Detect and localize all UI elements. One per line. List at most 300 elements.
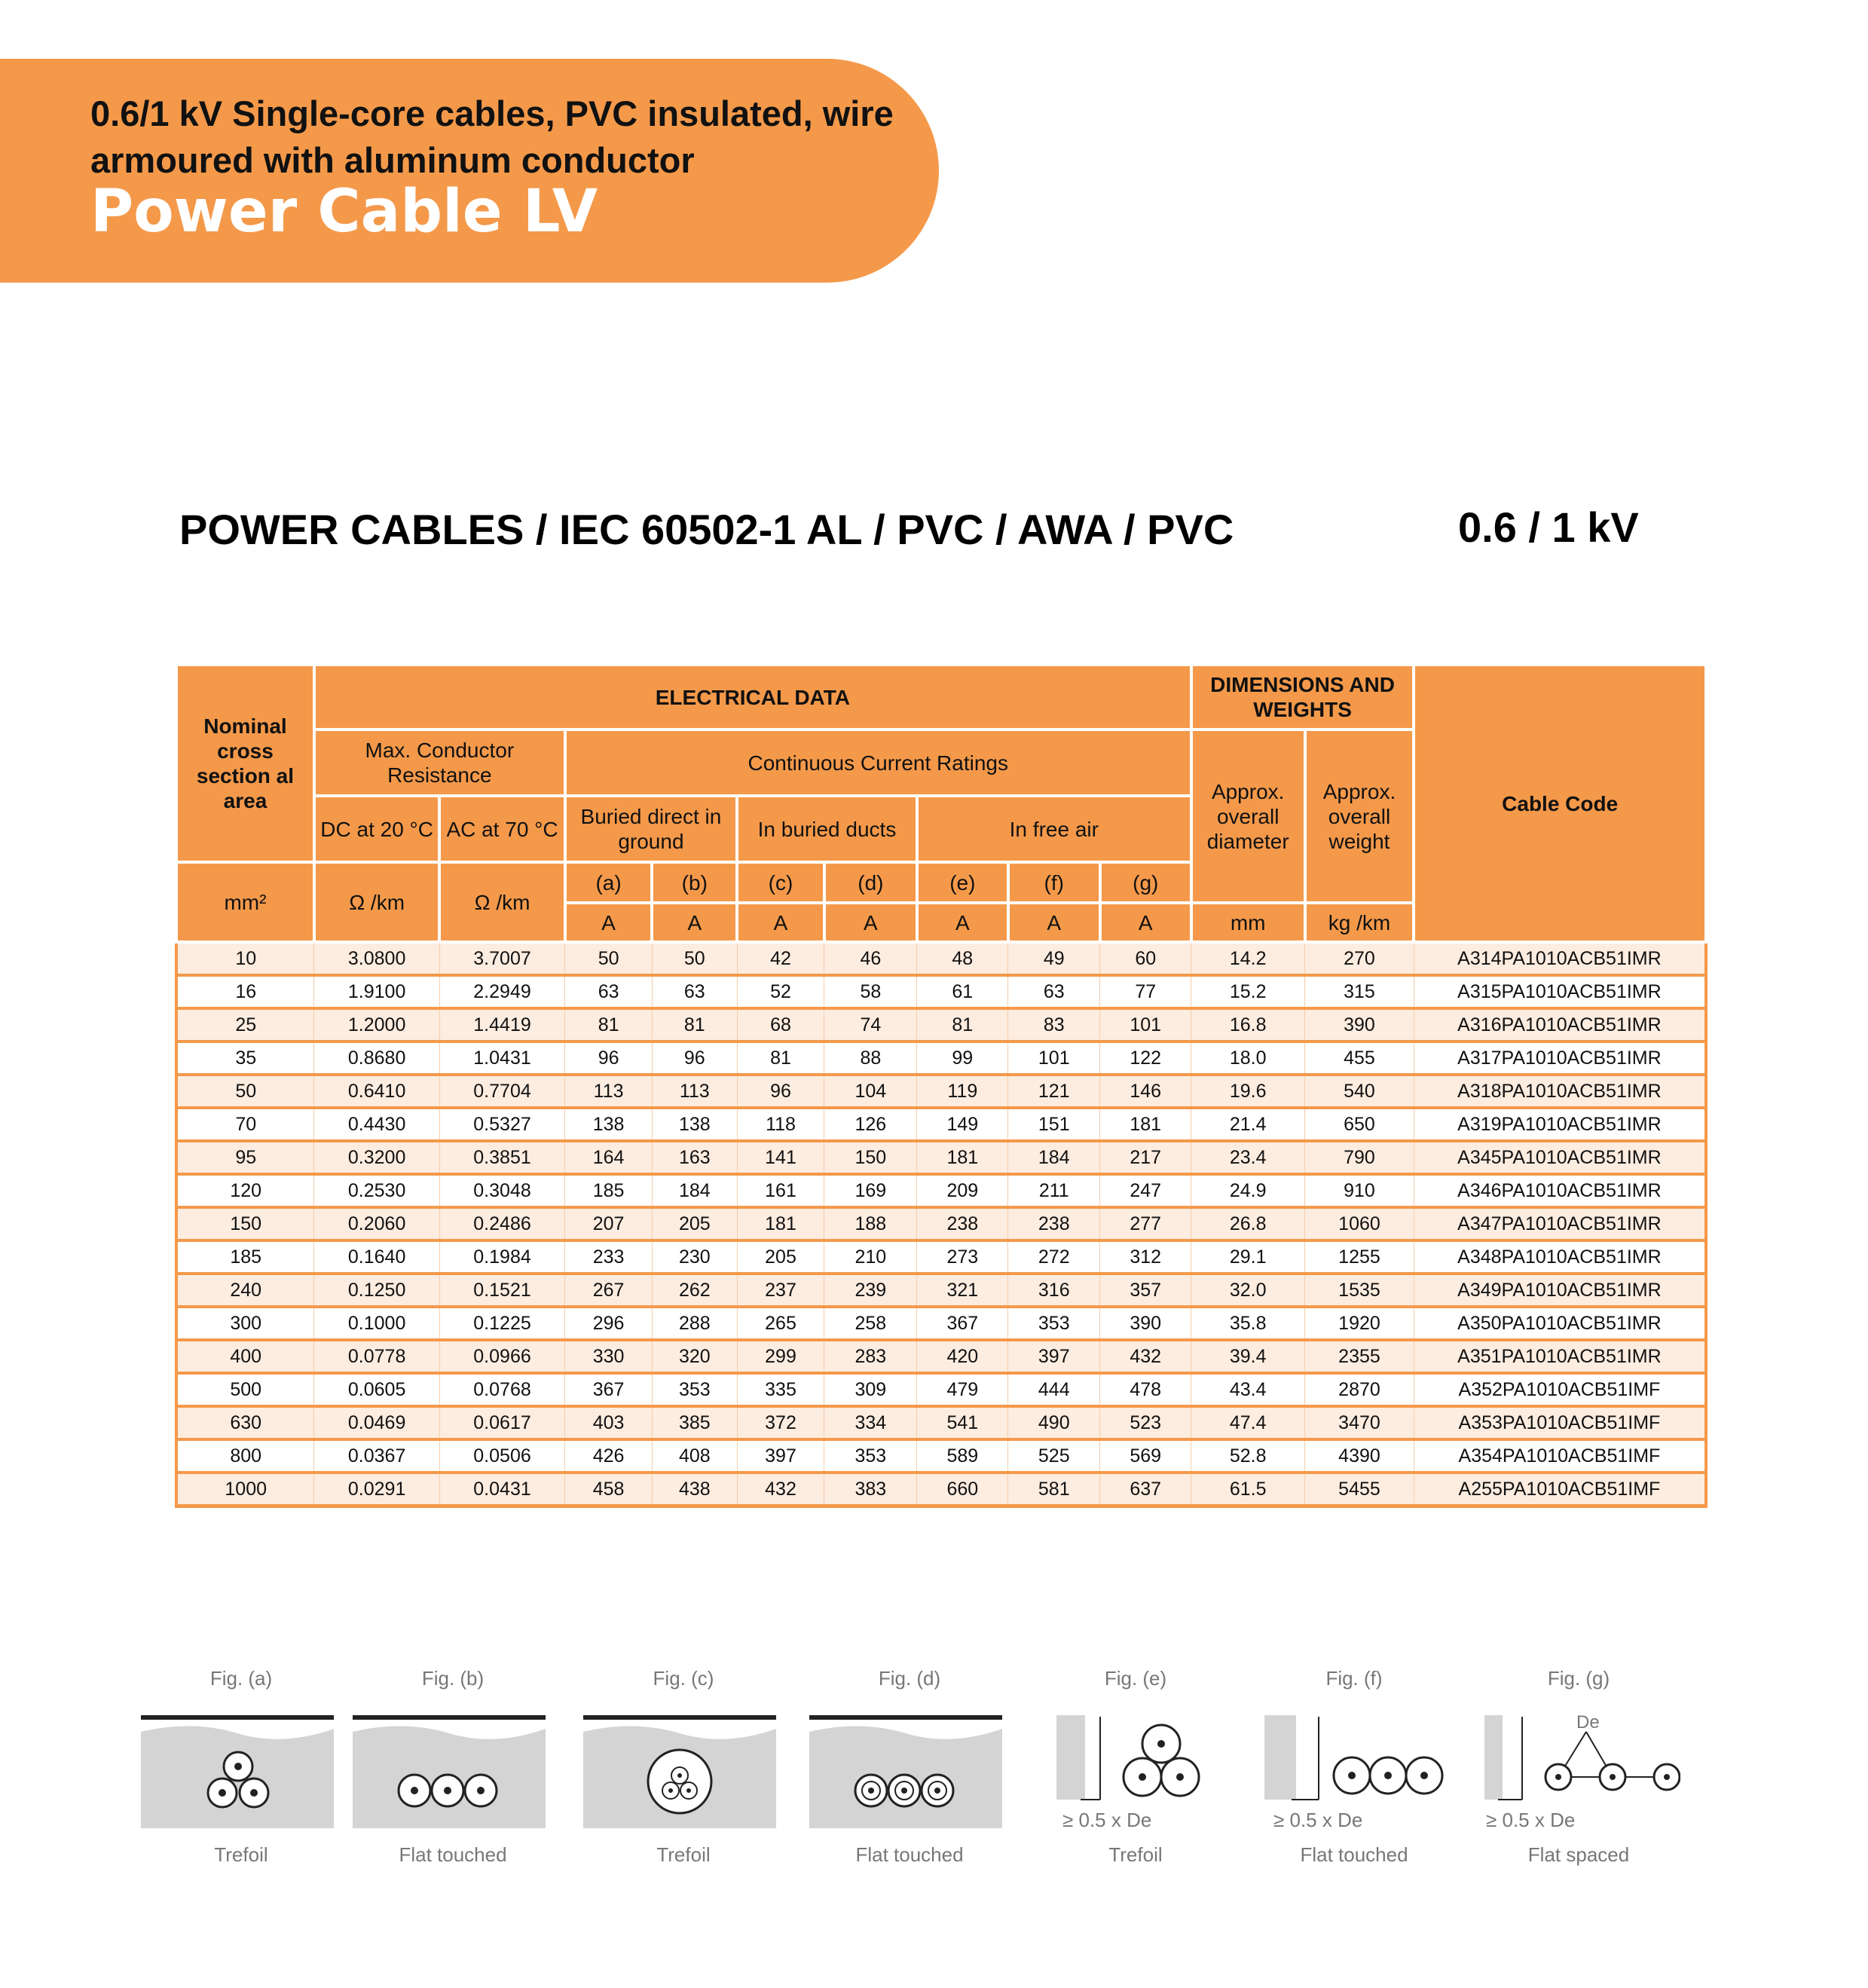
table-cell: A354PA1010ACB51IMF xyxy=(1414,1439,1706,1473)
table-cell: 96 xyxy=(652,1041,737,1075)
table-cell: 400 xyxy=(176,1340,314,1373)
header-buried-ducts: In buried ducts xyxy=(737,796,917,862)
table-cell: 372 xyxy=(737,1406,824,1439)
table-cell: 262 xyxy=(652,1274,737,1307)
table-cell: 270 xyxy=(1305,942,1414,975)
table-row xyxy=(176,1307,1706,1340)
table-row xyxy=(176,1174,1706,1207)
table-cell: 0.5327 xyxy=(439,1108,564,1141)
table-cell: 299 xyxy=(737,1340,824,1373)
table-cell: 52 xyxy=(737,975,824,1008)
table-cell: 0.0367 xyxy=(314,1439,439,1473)
table-cell: 296 xyxy=(565,1307,653,1340)
table-cell: 35.8 xyxy=(1191,1307,1305,1340)
header-nominal: Nominal cross section al area xyxy=(176,665,314,862)
table-cell: 2355 xyxy=(1305,1340,1414,1373)
table-cell: 23.4 xyxy=(1191,1141,1305,1174)
table-cell: 58 xyxy=(824,975,917,1008)
unit-amp: A xyxy=(737,903,824,942)
table-cell: 0.7704 xyxy=(439,1075,564,1108)
table-cell: 68 xyxy=(737,1008,824,1041)
table-cell: 164 xyxy=(565,1141,653,1174)
table-cell: 397 xyxy=(1008,1340,1100,1373)
table-cell: 0.0768 xyxy=(439,1373,564,1406)
table-cell: 233 xyxy=(565,1240,653,1274)
table-cell: 104 xyxy=(824,1075,917,1108)
table-cell: A318PA1010ACB51IMR xyxy=(1414,1075,1706,1108)
table-cell: 181 xyxy=(917,1141,1008,1174)
table-cell: 21.4 xyxy=(1191,1108,1305,1141)
table-cell: A346PA1010ACB51IMR xyxy=(1414,1174,1706,1207)
table-cell: 32.0 xyxy=(1191,1274,1305,1307)
table-cell: 63 xyxy=(1008,975,1100,1008)
spacing-label: ≥ 0.5 x De xyxy=(1486,1809,1576,1831)
table-cell: 184 xyxy=(1008,1141,1100,1174)
unit-area: mm² xyxy=(176,862,314,942)
figure-caption: Trefoil xyxy=(656,1843,711,1866)
table-cell: A352PA1010ACB51IMF xyxy=(1414,1373,1706,1406)
table-cell: 1.9100 xyxy=(314,975,439,1008)
table-cell: 126 xyxy=(824,1108,917,1141)
banner-subtitle: 0.6/1 kV Single-core cables, PVC insulated, wire armoured with aluminum conductor xyxy=(90,93,894,180)
table-cell: 247 xyxy=(1100,1174,1191,1207)
table-cell: 438 xyxy=(652,1473,737,1506)
table-row xyxy=(176,1240,1706,1274)
table-cell: 138 xyxy=(565,1108,653,1141)
table-cell: 185 xyxy=(565,1174,653,1207)
table-cell: 500 xyxy=(176,1373,314,1406)
header-electrical: ELECTRICAL DATA xyxy=(314,665,1191,729)
table-cell: 316 xyxy=(1008,1274,1100,1307)
table-cell: 151 xyxy=(1008,1108,1100,1141)
trefoil-buried-diagram xyxy=(139,1715,335,1828)
table-cell: 1.2000 xyxy=(314,1008,439,1041)
table-cell: 63 xyxy=(565,975,653,1008)
table-cell: 163 xyxy=(652,1141,737,1174)
table-cell: 217 xyxy=(1100,1141,1191,1174)
table-cell: 150 xyxy=(824,1141,917,1174)
table-cell: 0.1000 xyxy=(314,1307,439,1340)
table-cell: 397 xyxy=(737,1439,824,1473)
table-cell: 315 xyxy=(1305,975,1414,1008)
table-cell: 403 xyxy=(565,1406,653,1439)
table-cell: 288 xyxy=(652,1307,737,1340)
table-cell: 569 xyxy=(1100,1439,1191,1473)
table-cell: 267 xyxy=(565,1274,653,1307)
table-cell: 50 xyxy=(565,942,653,975)
table-cell: 650 xyxy=(1305,1108,1414,1141)
table-cell: 910 xyxy=(1305,1174,1414,1207)
letter-g: (g) xyxy=(1100,862,1191,903)
table-row xyxy=(176,1406,1706,1439)
table-cell: 138 xyxy=(652,1108,737,1141)
table-row xyxy=(176,1041,1706,1075)
table-cell: 5455 xyxy=(1305,1473,1414,1506)
table-cell: 1.0431 xyxy=(439,1041,564,1075)
letter-e: (e) xyxy=(917,862,1008,903)
unit-dia: mm xyxy=(1191,903,1305,942)
table-cell: 0.0431 xyxy=(439,1473,564,1506)
table-cell: 230 xyxy=(652,1240,737,1274)
header-banner xyxy=(0,59,939,283)
figure-label: Fig. (c) xyxy=(653,1667,714,1690)
table-cell: 272 xyxy=(1008,1240,1100,1274)
table-cell: A347PA1010ACB51IMR xyxy=(1414,1207,1706,1240)
header-weight: Approx. overall weight xyxy=(1305,729,1414,903)
spacing-label: ≥ 0.5 x De xyxy=(1062,1809,1152,1831)
table-cell: A349PA1010ACB51IMR xyxy=(1414,1274,1706,1307)
table-cell: A348PA1010ACB51IMR xyxy=(1414,1240,1706,1274)
table-cell: 181 xyxy=(737,1207,824,1240)
table-row xyxy=(176,975,1706,1008)
table-cell: 63 xyxy=(652,975,737,1008)
figure-label: Fig. (d) xyxy=(878,1667,941,1690)
table-cell: 237 xyxy=(737,1274,824,1307)
figure-label: Fig. (g) xyxy=(1547,1667,1610,1690)
table-cell: 540 xyxy=(1305,1075,1414,1108)
table-cell: 408 xyxy=(652,1439,737,1473)
table-cell: 101 xyxy=(1100,1008,1191,1041)
unit-amp: A xyxy=(824,903,917,942)
figure-caption: Flat spaced xyxy=(1527,1843,1630,1866)
table-row xyxy=(176,1207,1706,1240)
table-row xyxy=(176,1373,1706,1406)
table-cell: 523 xyxy=(1100,1406,1191,1439)
table-row xyxy=(176,942,1706,975)
table-cell: A255PA1010ACB51IMF xyxy=(1414,1473,1706,1506)
table-cell: 490 xyxy=(1008,1406,1100,1439)
flat-buried-diagram xyxy=(351,1715,547,1828)
unit-wt: kg /km xyxy=(1305,903,1414,942)
header-diameter: Approx. overall diameter xyxy=(1191,729,1305,903)
header-buried-ground: Buried direct in ground xyxy=(565,796,737,862)
table-cell: 320 xyxy=(652,1340,737,1373)
table-row xyxy=(176,1340,1706,1373)
table-cell: 0.0469 xyxy=(314,1406,439,1439)
figure-caption: Flat touched xyxy=(1300,1843,1408,1866)
table-cell: 0.3851 xyxy=(439,1141,564,1174)
table-cell: 210 xyxy=(824,1240,917,1274)
table-cell: 330 xyxy=(565,1340,653,1373)
table-cell: 60 xyxy=(1100,942,1191,975)
table-cell: 141 xyxy=(737,1141,824,1174)
table-cell: 390 xyxy=(1305,1008,1414,1041)
table-cell: 1060 xyxy=(1305,1207,1414,1240)
table-cell: A316PA1010ACB51IMR xyxy=(1414,1008,1706,1041)
table-cell: 630 xyxy=(176,1406,314,1439)
table-cell: 0.1640 xyxy=(314,1240,439,1274)
table-row xyxy=(176,1274,1706,1307)
table-cell: 48 xyxy=(917,942,1008,975)
table-cell: 96 xyxy=(565,1041,653,1075)
figure-f xyxy=(1252,1667,1456,1886)
table-cell: 0.1250 xyxy=(314,1274,439,1307)
table-cell: 335 xyxy=(737,1373,824,1406)
table-cell: 188 xyxy=(824,1207,917,1240)
table-cell: 455 xyxy=(1305,1041,1414,1075)
header-max-resistance: Max. Conductor Resistance xyxy=(314,729,565,796)
table-cell: 660 xyxy=(917,1473,1008,1506)
table-cell: 390 xyxy=(1100,1307,1191,1340)
unit-amp: A xyxy=(652,903,737,942)
table-cell: 24.9 xyxy=(1191,1174,1305,1207)
table-cell: 0.2530 xyxy=(314,1174,439,1207)
table-cell: 800 xyxy=(176,1439,314,1473)
table-cell: 4390 xyxy=(1305,1439,1414,1473)
table-cell: A314PA1010ACB51IMR xyxy=(1414,942,1706,975)
table-cell: A345PA1010ACB51IMR xyxy=(1414,1141,1706,1174)
figure-caption: Trefoil xyxy=(1108,1843,1163,1866)
table-cell: 426 xyxy=(565,1439,653,1473)
voltage-rating: 0.6 / 1 kV xyxy=(1458,503,1639,551)
table-cell: 637 xyxy=(1100,1473,1191,1506)
table-cell: 258 xyxy=(824,1307,917,1340)
table-cell: 458 xyxy=(565,1473,653,1506)
figure-label: Fig. (e) xyxy=(1104,1667,1167,1690)
table-cell: 0.0617 xyxy=(439,1406,564,1439)
header-dc: DC at 20 °C xyxy=(314,796,439,862)
table-cell: 0.3048 xyxy=(439,1174,564,1207)
table-row xyxy=(176,1439,1706,1473)
header-continuous-ratings: Continuous Current Ratings xyxy=(565,729,1191,796)
table-cell: A317PA1010ACB51IMR xyxy=(1414,1041,1706,1075)
table-cell: 39.4 xyxy=(1191,1340,1305,1373)
table-cell: 353 xyxy=(824,1439,917,1473)
figure-label: Fig. (f) xyxy=(1325,1667,1383,1690)
table-cell: 385 xyxy=(652,1406,737,1439)
table-cell: 479 xyxy=(917,1373,1008,1406)
table-cell: 273 xyxy=(917,1240,1008,1274)
table-cell: 96 xyxy=(737,1075,824,1108)
table-cell: A353PA1010ACB51IMF xyxy=(1414,1406,1706,1439)
table-cell: 81 xyxy=(652,1008,737,1041)
table-cell: 300 xyxy=(176,1307,314,1340)
figure-caption: Trefoil xyxy=(214,1843,268,1866)
table-cell: 26.8 xyxy=(1191,1207,1305,1240)
table-cell: 581 xyxy=(1008,1473,1100,1506)
table-cell: 1535 xyxy=(1305,1274,1414,1307)
unit-amp: A xyxy=(565,903,653,942)
table-cell: 1.4419 xyxy=(439,1008,564,1041)
table-cell: 2.2949 xyxy=(439,975,564,1008)
table-cell: 2870 xyxy=(1305,1373,1414,1406)
table-cell: 43.4 xyxy=(1191,1373,1305,1406)
table-cell: 46 xyxy=(824,942,917,975)
table-cell: 309 xyxy=(824,1373,917,1406)
figure-a xyxy=(139,1667,343,1886)
header-dimensions: DIMENSIONS AND WEIGHTS xyxy=(1191,665,1414,729)
table-row xyxy=(176,1141,1706,1174)
table-cell: 240 xyxy=(176,1274,314,1307)
table-cell: 238 xyxy=(1008,1207,1100,1240)
table-cell: 95 xyxy=(176,1141,314,1174)
figure-g xyxy=(1477,1667,1680,1886)
table-cell: 3470 xyxy=(1305,1406,1414,1439)
table-cell: 0.1521 xyxy=(439,1274,564,1307)
table-cell: 149 xyxy=(917,1108,1008,1141)
table-cell: 119 xyxy=(917,1075,1008,1108)
unit-amp: A xyxy=(917,903,1008,942)
table-cell: 169 xyxy=(824,1174,917,1207)
table-body xyxy=(176,942,1706,1506)
table-cell: 0.1225 xyxy=(439,1307,564,1340)
table-cell: 0.8680 xyxy=(314,1041,439,1075)
table-cell: 209 xyxy=(917,1174,1008,1207)
table-cell: 121 xyxy=(1008,1075,1100,1108)
table-cell: 14.2 xyxy=(1191,942,1305,975)
table-cell: 353 xyxy=(1008,1307,1100,1340)
table-cell: 10 xyxy=(176,942,314,975)
table-cell: 81 xyxy=(737,1041,824,1075)
table-cell: 3.0800 xyxy=(314,942,439,975)
table-cell: 0.3200 xyxy=(314,1141,439,1174)
table-cell: 101 xyxy=(1008,1041,1100,1075)
figure-c xyxy=(582,1667,785,1886)
table-cell: 321 xyxy=(917,1274,1008,1307)
letter-c: (c) xyxy=(737,862,824,903)
figure-label: Fig. (a) xyxy=(209,1667,273,1690)
unit-dc: Ω /km xyxy=(314,862,439,942)
trefoil-duct-diagram xyxy=(582,1715,778,1828)
letter-f: (f) xyxy=(1008,862,1100,903)
table-cell: 47.4 xyxy=(1191,1406,1305,1439)
table-cell: 150 xyxy=(176,1207,314,1240)
table-cell: 432 xyxy=(1100,1340,1191,1373)
table-cell: 0.0605 xyxy=(314,1373,439,1406)
table-cell: 283 xyxy=(824,1340,917,1373)
header-ac: AC at 70 °C xyxy=(439,796,564,862)
cable-data-table xyxy=(175,663,1707,1508)
table-cell: 1255 xyxy=(1305,1240,1414,1274)
table-cell: 77 xyxy=(1100,975,1191,1008)
table-cell: 50 xyxy=(176,1075,314,1108)
table-cell: 16 xyxy=(176,975,314,1008)
header-cable-code: Cable Code xyxy=(1414,665,1706,942)
table-cell: 353 xyxy=(652,1373,737,1406)
table-cell: 367 xyxy=(565,1373,653,1406)
table-cell: 61 xyxy=(917,975,1008,1008)
table-cell: 1000 xyxy=(176,1473,314,1506)
diameter-label: De xyxy=(1576,1712,1600,1733)
table-cell: 0.0778 xyxy=(314,1340,439,1373)
table-cell: 113 xyxy=(565,1075,653,1108)
table-cell: 0.0506 xyxy=(439,1439,564,1473)
table-cell: 205 xyxy=(737,1240,824,1274)
table-cell: A315PA1010ACB51IMR xyxy=(1414,975,1706,1008)
table-cell: 0.4430 xyxy=(314,1108,439,1141)
figure-d xyxy=(808,1667,1011,1886)
table-row xyxy=(176,1075,1706,1108)
table-cell: 81 xyxy=(917,1008,1008,1041)
table-row xyxy=(176,1473,1706,1506)
table-cell: 83 xyxy=(1008,1008,1100,1041)
table-cell: 312 xyxy=(1100,1240,1191,1274)
table-cell: 113 xyxy=(652,1075,737,1108)
flat-duct-diagram xyxy=(808,1715,1004,1828)
table-cell: 118 xyxy=(737,1108,824,1141)
table-cell: 444 xyxy=(1008,1373,1100,1406)
table-cell: 185 xyxy=(176,1240,314,1274)
table-cell: 790 xyxy=(1305,1141,1414,1174)
figure-caption: Flat touched xyxy=(855,1843,964,1866)
table-cell: 146 xyxy=(1100,1075,1191,1108)
table-cell: 99 xyxy=(917,1041,1008,1075)
table-cell: 0.6410 xyxy=(314,1075,439,1108)
table-cell: 29.1 xyxy=(1191,1240,1305,1274)
table-cell: 16.8 xyxy=(1191,1008,1305,1041)
table-cell: A319PA1010ACB51IMR xyxy=(1414,1108,1706,1141)
spacing-label: ≥ 0.5 x De xyxy=(1273,1809,1363,1831)
figure-e xyxy=(1034,1667,1237,1886)
table-cell: 0.1984 xyxy=(439,1240,564,1274)
letter-a: (a) xyxy=(565,862,653,903)
table-cell: 541 xyxy=(917,1406,1008,1439)
table-cell: 1920 xyxy=(1305,1307,1414,1340)
table-cell: 122 xyxy=(1100,1041,1191,1075)
table-cell: A350PA1010ACB51IMR xyxy=(1414,1307,1706,1340)
header-free-air: In free air xyxy=(917,796,1191,862)
section-title: POWER CABLES / IEC 60502-1 AL / PVC / AWA / PVC xyxy=(179,506,1234,553)
table-row xyxy=(176,1108,1706,1141)
table-cell: 184 xyxy=(652,1174,737,1207)
table-cell: 0.0291 xyxy=(314,1473,439,1506)
table-cell: 35 xyxy=(176,1041,314,1075)
table-cell: 383 xyxy=(824,1473,917,1506)
table-cell: 420 xyxy=(917,1340,1008,1373)
table-cell: 81 xyxy=(565,1008,653,1041)
table-row xyxy=(176,1008,1706,1041)
table-cell: 88 xyxy=(824,1041,917,1075)
table-cell: 238 xyxy=(917,1207,1008,1240)
letter-d: (d) xyxy=(824,862,917,903)
table-cell: 120 xyxy=(176,1174,314,1207)
table-cell: 207 xyxy=(565,1207,653,1240)
unit-amp: A xyxy=(1008,903,1100,942)
table-cell: 15.2 xyxy=(1191,975,1305,1008)
table-cell: 589 xyxy=(917,1439,1008,1473)
table-cell: 50 xyxy=(652,942,737,975)
banner-title: Power Cable LV xyxy=(90,178,598,246)
table-cell: 0.2486 xyxy=(439,1207,564,1240)
table-cell: 181 xyxy=(1100,1108,1191,1141)
table-cell: 277 xyxy=(1100,1207,1191,1240)
table-cell: 61.5 xyxy=(1191,1473,1305,1506)
table-cell: 18.0 xyxy=(1191,1041,1305,1075)
table-cell: 19.6 xyxy=(1191,1075,1305,1108)
figure-label: Fig. (b) xyxy=(421,1667,485,1690)
table-cell: 3.7007 xyxy=(439,942,564,975)
table-cell: 70 xyxy=(176,1108,314,1141)
table-cell: 42 xyxy=(737,942,824,975)
table-cell: 334 xyxy=(824,1406,917,1439)
table-cell: 432 xyxy=(737,1473,824,1506)
table-cell: 211 xyxy=(1008,1174,1100,1207)
table-cell: 161 xyxy=(737,1174,824,1207)
table-cell: 367 xyxy=(917,1307,1008,1340)
table-cell: 74 xyxy=(824,1008,917,1041)
table-cell: 357 xyxy=(1100,1274,1191,1307)
figure-b xyxy=(351,1667,555,1886)
unit-ac: Ω /km xyxy=(439,862,564,942)
table-cell: A351PA1010ACB51IMR xyxy=(1414,1340,1706,1373)
table-cell: 265 xyxy=(737,1307,824,1340)
table-cell: 205 xyxy=(652,1207,737,1240)
letter-b: (b) xyxy=(652,862,737,903)
table-cell: 0.2060 xyxy=(314,1207,439,1240)
table-cell: 239 xyxy=(824,1274,917,1307)
table-cell: 478 xyxy=(1100,1373,1191,1406)
table-cell: 0.0966 xyxy=(439,1340,564,1373)
